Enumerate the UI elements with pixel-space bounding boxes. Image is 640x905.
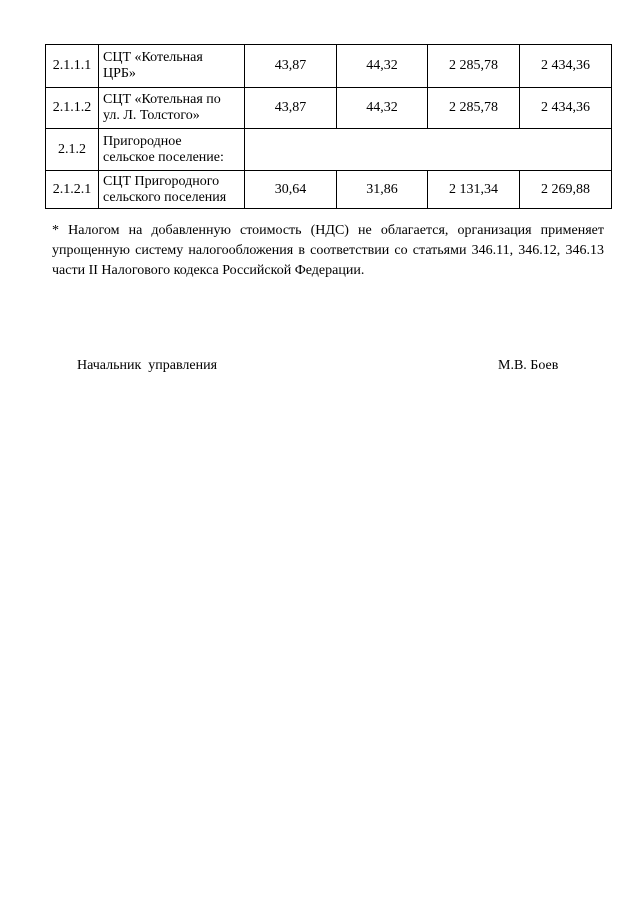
- signatory-position: Начальник управления: [77, 358, 218, 373]
- value-cell: 44,32: [337, 88, 428, 129]
- value-cell: 43,87: [245, 88, 337, 129]
- value-cell: 2 285,78: [428, 88, 520, 129]
- table-row-section: [46, 129, 612, 171]
- value-cell: 30,64: [245, 171, 337, 209]
- value-cell: 2 434,36: [520, 88, 612, 129]
- row-name: СЦТ «Котельная по ул. Л. Толстого»: [99, 88, 245, 129]
- row-name: Пригородное сельское поселение:: [99, 129, 245, 171]
- value-cell: 44,32: [337, 45, 428, 88]
- value-cell: 2 269,88: [520, 171, 612, 209]
- table-row: [46, 88, 612, 129]
- value-cell: 31,86: [337, 171, 428, 209]
- table-row: [46, 45, 612, 88]
- footnote: * Налогом на добавленную стоимость (НДС) не облагается, организация применяет упрощенную систему налогообложения в соответствии со статьями 346.11, 346.12, 346.13 части II Налогового кодекса Российской Федерации.: [52, 223, 604, 278]
- table-row: [46, 171, 612, 209]
- row-number: 2.1.2.1: [46, 171, 99, 209]
- row-number: 2.1.1.2: [46, 88, 99, 129]
- value-cell: 43,87: [245, 45, 337, 88]
- row-number: 2.1.2: [46, 129, 99, 171]
- tariff-table: [45, 44, 612, 209]
- value-cell: 2 434,36: [520, 45, 612, 88]
- empty-merged-cell: [245, 129, 612, 171]
- signatory-name: М.В. Боев: [498, 358, 559, 373]
- row-name: СЦТ «Котельная ЦРБ»: [99, 45, 245, 88]
- value-cell: 2 285,78: [428, 45, 520, 88]
- value-cell: 2 131,34: [428, 171, 520, 209]
- row-name: СЦТ Пригородного сельского поселения: [99, 171, 245, 209]
- row-number: 2.1.1.1: [46, 45, 99, 88]
